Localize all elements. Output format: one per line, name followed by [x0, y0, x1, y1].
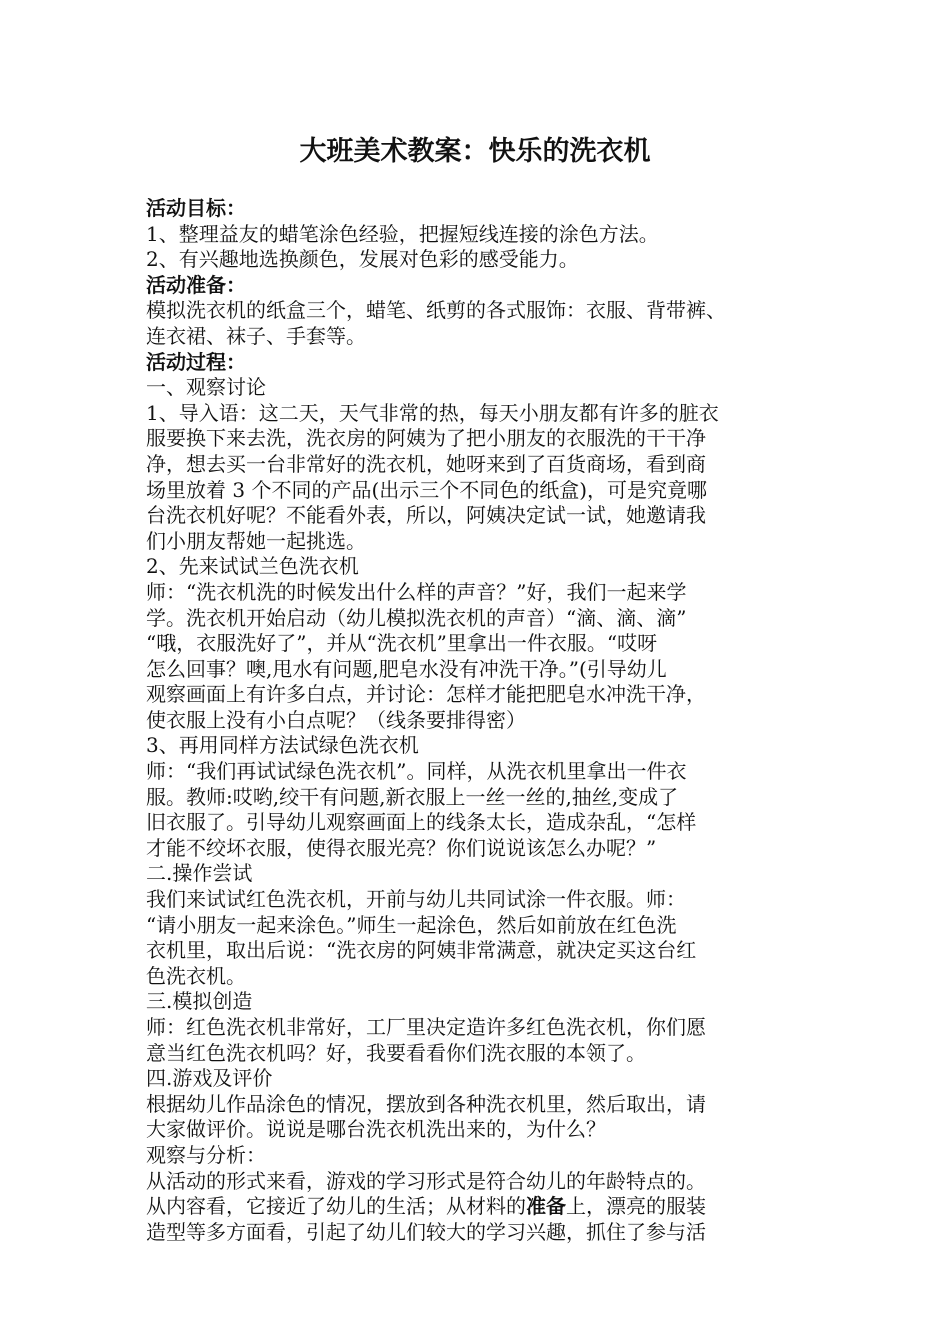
text-line	[146, 1041, 814, 1067]
line-text: 净，想去买一台非常好的洗衣机，她呀来到了百货商场，看到商	[146, 451, 706, 476]
line-text: 活动过程：	[146, 349, 246, 374]
text-line	[146, 810, 814, 836]
text-line	[146, 554, 814, 580]
bold-keyword: 准备	[526, 1194, 566, 1219]
text-line	[146, 375, 814, 401]
line-text: 使衣服上没有小白点呢？（线条要排得密）	[146, 707, 526, 732]
text-line	[146, 631, 814, 657]
line-text: 三.模拟创造	[146, 989, 253, 1014]
text-line	[146, 887, 814, 913]
line-text: 服。教师:哎哟,绞干有问题,新衣服上一丝一丝的,抽丝,变成了	[146, 784, 679, 809]
section-heading	[146, 196, 814, 222]
line-text: 场里放着 3 个不同的产品(出示三个不同色的纸盒)，可是究竟哪	[146, 477, 708, 502]
line-text: 二.操作尝试	[146, 861, 253, 886]
text-line	[146, 247, 814, 273]
line-text: 师：“洗衣机洗的时候发出什么样的声音？”好，我们一起来学	[146, 579, 687, 604]
line-text: “哦，衣服洗好了”，并从“洗衣机”里拿出一件衣服。“哎呀	[146, 631, 658, 656]
line-text: 怎么回事？噢,甩水有问题,肥皂水没有冲洗干净。”(引导幼儿	[146, 656, 667, 681]
text-line	[146, 222, 814, 248]
text-line	[146, 938, 814, 964]
line-text: 我们来试试红色洗衣机，开前与幼儿共同试涂一件衣服。师：	[146, 887, 686, 912]
text-line	[146, 529, 814, 555]
line-text: 活动目标：	[146, 196, 246, 220]
line-text: 连衣裙、袜子、手套等。	[146, 323, 366, 348]
line-text-continued: 上，漂亮的服装	[566, 1194, 706, 1219]
text-line	[146, 733, 814, 759]
line-text: “请小朋友一起来涂色。”师生一起涂色，然后如前放在红色洗	[146, 912, 677, 937]
text-line	[146, 1143, 814, 1169]
line-text: 四.游戏及评价	[146, 1066, 273, 1091]
text-line	[146, 682, 814, 708]
text-line	[146, 708, 814, 734]
line-text: 大家做评价。说说是哪台洗衣机洗出来的，为什么？	[146, 1117, 606, 1142]
text-line	[146, 1169, 814, 1195]
document-body	[146, 196, 814, 1245]
line-text: 从内容看，它接近了幼儿的生活；从材料的	[146, 1194, 526, 1219]
text-line	[146, 1066, 814, 1092]
line-text: 造型等多方面看，引起了幼儿们较大的学习兴趣，抓住了参与活	[146, 1219, 706, 1244]
text-line	[146, 1194, 814, 1220]
text-line	[146, 1117, 814, 1143]
text-line	[146, 401, 814, 427]
line-text: 活动准备：	[146, 272, 246, 297]
line-text: 2、先来试试兰色洗衣机	[146, 554, 359, 579]
text-line	[146, 1220, 814, 1246]
text-line	[146, 657, 814, 683]
text-line	[146, 785, 814, 811]
line-text: 才能不绞坏衣服，使得衣服光亮？你们说说该怎么办呢？”	[146, 835, 657, 860]
text-line	[146, 1092, 814, 1118]
text-line	[146, 989, 814, 1015]
line-text: 从活动的形式来看，游戏的学习形式是符合幼儿的年龄特点的。	[146, 1168, 706, 1193]
line-text: 衣机里，取出后说：“洗衣房的阿姨非常满意，就决定买这台红	[146, 938, 697, 963]
text-line	[146, 452, 814, 478]
line-text: 2、有兴趣地选换颜色，发展对色彩的感受能力。	[146, 247, 579, 272]
line-text: 色洗衣机。	[146, 963, 246, 988]
text-line	[146, 1015, 814, 1041]
line-text: 1、导入语：这二天，天气非常的热，每天小朋友都有许多的脏衣	[146, 400, 719, 425]
text-line	[146, 503, 814, 529]
line-text: 学。洗衣机开始启动（幼儿模拟洗衣机的声音）“滴、滴、滴”	[146, 605, 687, 630]
text-line	[146, 913, 814, 939]
text-line	[146, 759, 814, 785]
line-text: 旧衣服了。引导幼儿观察画面上的线条太长，造成杂乱，“怎样	[146, 810, 697, 835]
line-text: 模拟洗衣机的纸盒三个，蜡笔、纸剪的各式服饰：衣服、背带裤、	[146, 298, 726, 323]
section-heading	[146, 273, 814, 299]
line-text: 师：红色洗衣机非常好，工厂里决定造许多红色洗衣机，你们愿	[146, 1015, 706, 1039]
text-line	[146, 478, 814, 504]
text-line	[146, 580, 814, 606]
text-line	[146, 298, 814, 324]
line-text: 1、整理益友的蜡笔涂色经验，把握短线连接的涂色方法。	[146, 221, 659, 246]
line-text: 一、观察讨论	[146, 375, 266, 400]
text-line	[146, 836, 814, 862]
line-text: 台洗衣机好呢？不能看外表，所以，阿姨决定试一试，她邀请我	[146, 503, 706, 528]
text-line	[146, 861, 814, 887]
text-line	[146, 426, 814, 452]
line-text: 3、再用同样方法试绿色洗衣机	[146, 733, 419, 758]
section-heading	[146, 350, 814, 376]
line-text: 观察与分析：	[146, 1142, 266, 1167]
line-text: 根据幼儿作品涂色的情况，摆放到各种洗衣机里，然后取出，请	[146, 1091, 706, 1116]
line-text: 观察画面上有许多白点，并讨论：怎样才能把肥皂水冲洗干净，	[146, 682, 706, 707]
text-line	[146, 324, 814, 350]
line-text: 服要换下来去洗，洗衣房的阿姨为了把小朋友的衣服洗的干干净	[146, 426, 706, 451]
line-text: 师：“我们再试试绿色洗衣机”。同样，从洗衣机里拿出一件衣	[146, 759, 687, 784]
text-line	[146, 606, 814, 632]
line-text: 意当红色洗衣机吗？好，我要看看你们洗衣服的本领了。	[146, 1040, 646, 1065]
line-text: 们小朋友帮她一起挑选。	[146, 528, 366, 553]
document-title: 大班美术教案：快乐的洗衣机	[299, 136, 651, 167]
text-line	[146, 964, 814, 990]
